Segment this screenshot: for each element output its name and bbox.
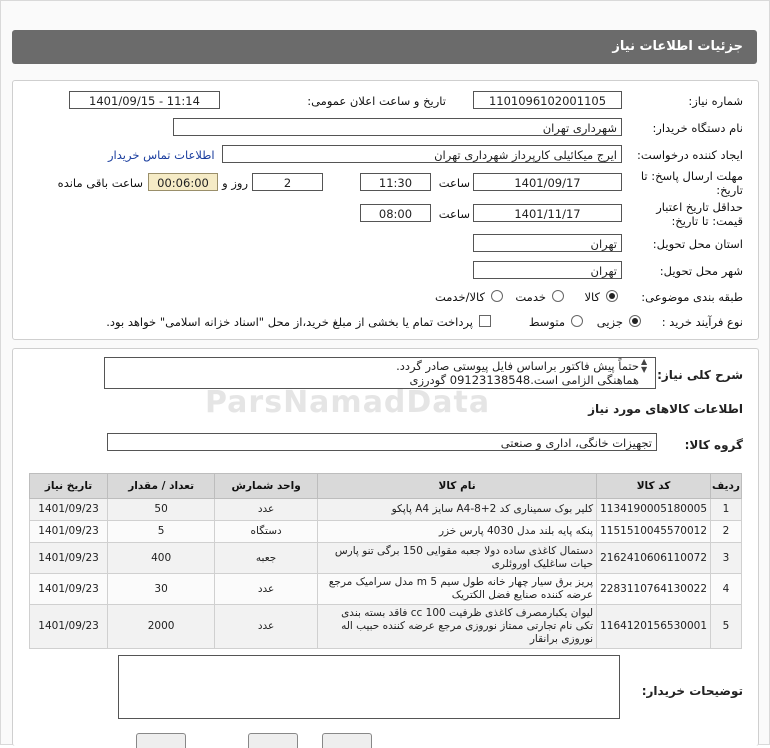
row-code: 2283110764130022 — [597, 574, 711, 605]
buyer-org-field: شهرداری تهران — [173, 118, 622, 136]
row-name: پریز برق سیار چهار خانه طول سیم 5 m مدل سرامیک مرجع عرضه کننده صنایع فضل الکتریک — [318, 574, 597, 605]
delivery-city-label: شهر محل تحویل: — [659, 264, 743, 278]
row-qty: 50 — [108, 499, 215, 521]
process-medium-radio[interactable] — [571, 315, 583, 327]
buyer-notes-label: توضیحات خریدار: — [641, 684, 743, 698]
col-date-header: تاریخ نیاز — [30, 474, 108, 499]
row-date: 1401/09/23 — [30, 605, 108, 649]
table-row — [30, 499, 742, 521]
delivery-province-field: تهران — [473, 234, 622, 252]
need-number-field: 1101096102001105 — [473, 91, 622, 109]
category-goods-service-radio[interactable] — [491, 290, 503, 302]
category-goods-service-label: کالا/خدمت — [434, 290, 485, 304]
category-label: طبقه بندی موضوعی: — [641, 290, 743, 304]
deadline-label-line2: تاریخ: — [716, 183, 743, 197]
row-index: 1 — [711, 499, 742, 521]
row-date: 1401/09/23 — [30, 499, 108, 521]
table-row — [30, 521, 742, 543]
row-date: 1401/09/23 — [30, 574, 108, 605]
table-row — [30, 605, 742, 649]
row-unit: دستگاه — [215, 521, 318, 543]
description-label: شرح کلی نیاز: — [657, 368, 743, 382]
treasury-note: پرداخت تمام یا بخشی از مبلغ خرید،از محل "اسناد خزانه اسلامی" خواهد بود. — [106, 315, 473, 329]
buyer-notes-field — [118, 655, 620, 719]
row-qty: 400 — [108, 543, 215, 574]
delivery-city-field: تهران — [473, 261, 622, 279]
table-row — [30, 574, 742, 605]
row-qty: 2000 — [108, 605, 215, 649]
col-name-header: نام کالا — [318, 474, 597, 499]
deadline-label-line1: مهلت ارسال پاسخ: تا — [640, 169, 743, 183]
process-medium-label: متوسط — [528, 315, 565, 329]
bottom-button-center[interactable] — [248, 733, 298, 748]
creator-field: ایرج میکائیلی کارپرداز شهرداری تهران — [222, 145, 622, 163]
announce-datetime-field: 1401/09/15 - 11:14 — [69, 91, 220, 109]
goods-group-field: تجهیزات خانگی، اداری و صنعتی — [107, 433, 657, 451]
validity-label-line1: حداقل تاریخ اعتبار — [656, 200, 743, 214]
buyer-org-label: نام دستگاه خریدار: — [652, 121, 743, 135]
category-service-label: خدمت — [515, 290, 546, 304]
goods-table — [29, 473, 742, 649]
row-name: پنکه پایه بلند مدل 4030 پارس خزر — [318, 521, 597, 543]
row-date: 1401/09/23 — [30, 543, 108, 574]
deadline-days-label: روز و — [222, 176, 248, 190]
purchase-process-label: نوع فرآیند خرید : — [661, 315, 743, 329]
row-index: 2 — [711, 521, 742, 543]
deadline-time-field: 11:30 — [360, 173, 431, 191]
row-name: کلیر بوک سمیناری کد 2+8-A4 سایز A4 پاپکو — [318, 499, 597, 521]
bottom-button-right[interactable] — [322, 733, 372, 748]
row-code: 2162410606110072 — [597, 543, 711, 574]
deadline-date-field: 1401/09/17 — [473, 173, 622, 191]
row-code: 1151510045570012 — [597, 521, 711, 543]
col-qty-header: تعداد / مقدار — [108, 474, 215, 499]
row-index: 5 — [711, 605, 742, 649]
row-name: دستمال کاغذی ساده دولا جعبه مقوایی 150 برگی تنو پارس حیات ساغلیک اوروئلری — [318, 543, 597, 574]
row-unit: عدد — [215, 605, 318, 649]
creator-label: ایجاد کننده درخواست: — [637, 148, 743, 162]
row-qty: 5 — [108, 521, 215, 543]
scroll-arrows-icon[interactable]: ▲ ▼ — [641, 357, 648, 374]
remaining-time-field: 00:06:00 — [148, 173, 218, 191]
row-index: 4 — [711, 574, 742, 605]
validity-time-label: ساعت — [438, 207, 470, 221]
row-unit: عدد — [215, 499, 318, 521]
goods-group-label: گروه کالا: — [684, 438, 743, 452]
row-qty: 30 — [108, 574, 215, 605]
remaining-time-label: ساعت باقی مانده — [57, 176, 143, 190]
row-unit: عدد — [215, 574, 318, 605]
row-code: 1134190005180005 — [597, 499, 711, 521]
bottom-button-left[interactable] — [136, 733, 186, 748]
deadline-time-label: ساعت — [438, 176, 470, 190]
col-code-header: کد کالا — [597, 474, 711, 499]
table-row — [30, 543, 742, 574]
announce-datetime-label: تاریخ و ساعت اعلان عمومی: — [307, 94, 446, 108]
window-title: جزئیات اطلاعات نیاز — [612, 39, 743, 54]
row-unit: جعبه — [215, 543, 318, 574]
goods-section-title: اطلاعات کالاهای مورد نیاز — [588, 402, 743, 416]
window-title-bar — [12, 30, 757, 64]
category-service-radio[interactable] — [552, 290, 564, 302]
category-goods-radio[interactable] — [606, 290, 618, 302]
col-unit-header: واحد شمارش — [215, 474, 318, 499]
delivery-province-label: استان محل تحویل: — [652, 237, 743, 251]
row-code: 1164120156530001 — [597, 605, 711, 649]
category-goods-label: کالا — [584, 290, 600, 304]
validity-time-field: 08:00 — [360, 204, 431, 222]
row-index: 3 — [711, 543, 742, 574]
col-index-header: ردیف — [711, 474, 742, 499]
need-number-label: شماره نیاز: — [688, 94, 743, 108]
process-minor-label: جزیی — [596, 315, 623, 329]
table-header-row — [30, 474, 742, 499]
buyer-contact-link[interactable]: اطلاعات تماس خریدار — [108, 148, 215, 162]
description-line-2: هماهنگی الزامی است.09123138548 گودرزی — [409, 373, 639, 387]
description-line-1: حتماً پیش فاکتور براساس فایل پیوستی صادر گردد. — [396, 359, 639, 373]
validity-label-line2: قیمت: تا تاریخ: — [671, 214, 743, 228]
row-name: لیوان یکبارمصرف کاغذی ظرفیت 100 cc فاقد بسته بندی تکی نام تجارتی ممتاز نوروزی مرجع عرضه کننده حبیب اله نوروزی برانقار — [318, 605, 597, 649]
row-date: 1401/09/23 — [30, 521, 108, 543]
deadline-days-field: 2 — [252, 173, 323, 191]
process-minor-radio[interactable] — [629, 315, 641, 327]
watermark: ParsNamadData — [205, 385, 491, 420]
validity-date-field: 1401/11/17 — [473, 204, 622, 222]
treasury-checkbox[interactable] — [479, 315, 491, 327]
